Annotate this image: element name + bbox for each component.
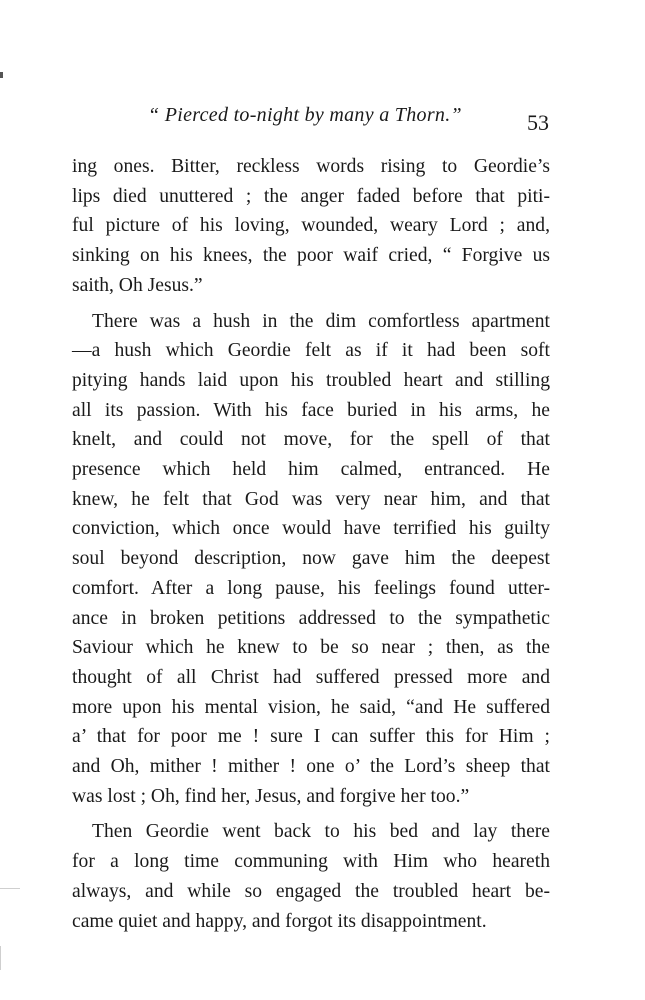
paragraph-3 [72, 817, 550, 936]
text-line: always, and while so engaged the troubled heart be- [72, 880, 550, 902]
text-line: more upon his mental vision, he said, “and He suffered [72, 696, 550, 718]
scan-mark [0, 888, 20, 889]
text-line: ful picture of his loving, wounded, weary Lord ; and, [72, 215, 550, 237]
text-line: came quiet and happy, and forgot its disappointment. [72, 910, 487, 932]
text-line: knew, he felt that God was very near him, and that [72, 488, 550, 510]
page-number: 53 [527, 110, 549, 135]
paragraph-1 [72, 152, 550, 301]
text-line: saith, Oh Jesus.” [72, 274, 203, 296]
text-line: Then Geordie went back to his bed and lay there [92, 821, 550, 843]
text-line: all its passion. With his face buried in his arms, he [72, 399, 550, 421]
text-line: knelt, and could not move, for the spell of that [72, 429, 550, 451]
text-line: ance in broken petitions addressed to the sympathetic [72, 607, 550, 629]
paragraph-2 [72, 307, 550, 812]
text-line: comfort. After a long pause, his feelings found utter- [72, 577, 550, 599]
text-line: pitying hands laid upon his troubled heart and stilling [72, 369, 550, 391]
scan-mark [0, 946, 1, 970]
body-text [72, 152, 550, 936]
text-line: was lost ; Oh, find her, Jesus, and forgive her too.” [72, 785, 470, 807]
text-line: and Oh, mither ! mither ! one o’ the Lord’s sheep that [72, 756, 550, 778]
text-line: presence which held him calmed, entranced. He [72, 459, 550, 481]
scan-mark [0, 72, 3, 78]
running-title: “ Pierced to-night by many a Thorn.” [148, 104, 462, 126]
text-line: Saviour which he knew to be so near ; then, as the [72, 637, 550, 659]
text-line: thought of all Christ had suffered pressed more and [72, 666, 550, 688]
text-line: for a long time communing with Him who heareth [72, 851, 550, 873]
text-line: —a hush which Geordie felt as if it had been soft [72, 340, 550, 362]
text-line: a’ that for poor me ! sure I can suffer this for Him ; [72, 726, 550, 748]
text-line: sinking on his knees, the poor waif cried, “ Forgive us [72, 245, 550, 267]
text-line: conviction, which once would have terrified his guilty [72, 518, 550, 540]
text-line: There was a hush in the dim comfortless apartment [92, 310, 550, 332]
text-line: ing ones. Bitter, reckless words rising to Geordie’s [72, 156, 550, 177]
text-line: soul beyond description, now gave him the deepest [72, 548, 550, 570]
text-line: lips died unuttered ; the anger faded before that piti- [72, 185, 550, 207]
